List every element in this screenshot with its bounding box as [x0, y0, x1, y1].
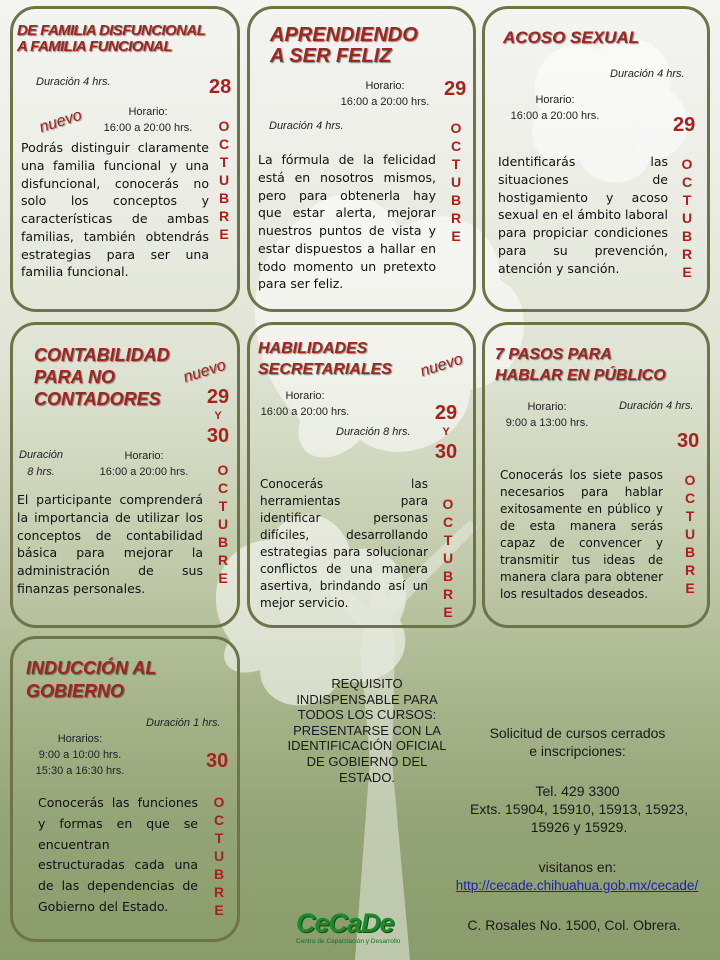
course-day: 30 — [206, 750, 229, 772]
course-month: OCTUBRE — [684, 472, 696, 597]
visit-label: visitanos en: — [538, 859, 617, 875]
course-month: OCTUBRE — [450, 120, 462, 245]
course-day: 29 — [444, 78, 467, 100]
course-card-induccion — [10, 636, 240, 942]
course-day: 30 — [677, 430, 700, 452]
course-duration: Duración 4 hrs. — [610, 68, 685, 80]
course-description: La fórmula de la felicidad está en nosotros mismos, pero para obtenerla hay que estar alerta, mejorar nuestros puntos de vista y estar dispuestos a hallar en todo momento un pretexto para ser feliz. — [258, 152, 436, 292]
course-description: Identificarás las situaciones de hostigamiento y acoso sexual en el ámbito laboral para propiciar condiciones para su prevención, atención y sanción. — [498, 154, 668, 276]
course-duration: Duración 4 hrs. — [36, 76, 111, 88]
course-card-hablar — [482, 322, 710, 628]
course-month: OCTUBRE — [681, 156, 693, 281]
course-duration: Duración 4 hrs. — [619, 400, 694, 412]
course-description: El participante comprenderá la importancia de utilizar los conceptos de contabilidad básica para mejorar la administración de sus finanzas personales. — [17, 492, 203, 596]
logo-subtitle: Centro de Capacitación y Desarrollo — [296, 938, 401, 945]
course-schedule: Horario: 16:00 a 20:00 hrs. — [510, 94, 600, 122]
course-description: Conocerás los siete pasos necesarios para hablar exitosamente en público y de esta manera serás capaz de convencer y transmitir tus ideas de manera clara para obtener los resultados deseados. — [500, 468, 663, 602]
course-duration: Duración 8 hrs. — [19, 449, 64, 479]
course-card-contabilidad — [10, 322, 240, 628]
course-title: CONTABILIDAD PARA NO CONTADORES — [34, 345, 170, 409]
course-duration: Duración 8 hrs. — [336, 426, 411, 438]
course-schedule: Horario: 16:00 a 20:00 hrs. — [99, 450, 189, 478]
course-title: 7 PASOS PARA HABLAR EN PÚBLICO — [495, 346, 666, 384]
website-link[interactable]: http://cecade.chihuahua.gob.mx/cecade/ — [455, 878, 699, 893]
course-days: 29 Y 30 — [206, 386, 230, 447]
new-badge: nuevo — [181, 356, 228, 387]
course-title: APRENDIENDO A SER FELIZ — [270, 24, 418, 67]
course-description: Conocerás las funciones y formas en que se encuentran estructuradas cada una de las dependencias de Gobierno del Estado. — [38, 795, 198, 914]
course-description: Conocerás las herramientas para identificar personas difíciles, desarrollando estrategias para solucionar conflictos de una manera asertiva, brindando así un mejor servicio. — [260, 477, 428, 611]
course-month: OCTUBRE — [218, 118, 230, 243]
course-month: OCTUBRE — [217, 462, 229, 587]
course-duration: Duración 4 hrs. — [269, 120, 344, 132]
contact-phone: Tel. 429 3300 — [535, 783, 620, 799]
course-days: 29 Y 30 — [434, 402, 458, 463]
new-badge: nuevo — [418, 350, 465, 381]
course-title: HABILIDADES SECRETARIALES — [258, 340, 392, 378]
course-month: OCTUBRE — [213, 794, 225, 919]
course-title: ACOSO SEXUAL — [503, 28, 640, 47]
course-title: DE FAMILIA DISFUNCIONAL A FAMILIA FUNCIONAL — [17, 22, 206, 55]
course-schedule: Horario: 16:00 a 20:00 hrs. — [340, 80, 430, 108]
course-duration: Duración 1 hrs. — [146, 717, 221, 729]
course-card-secretariales — [247, 322, 476, 628]
course-schedule: Horario: 16:00 a 20:00 hrs. — [260, 390, 350, 418]
course-day: 28 — [209, 76, 232, 98]
course-card-feliz — [247, 6, 476, 312]
course-description: Podrás distinguir claramente una familia funcional y una disfuncional, conocerás no solo los conceptos y características de ambas familias, también obtendrás estrategias para ser una familia funcional. — [21, 140, 209, 280]
logo-wordmark: CeCaDe — [296, 908, 394, 938]
course-schedule: Horario: 9:00 a 13:00 hrs. — [505, 401, 589, 429]
course-schedule: Horarios: 9:00 a 10:00 hrs. 15:30 a 16:30 hrs. — [35, 733, 125, 777]
contact-solicitud: Solicitud de cursos cerrados e inscripciones: — [489, 725, 666, 760]
cecade-logo — [296, 910, 400, 945]
contact-extensions: Exts. 15904, 15910, 15913, 15923, 15926 y 15929. — [470, 801, 688, 836]
course-day: 29 — [673, 114, 696, 136]
course-schedule: Horario: 16:00 a 20:00 hrs. — [103, 106, 193, 134]
course-card-familia — [10, 6, 240, 312]
new-badge: nuevo — [37, 106, 84, 137]
course-card-acoso — [482, 6, 710, 312]
course-title: INDUCCIÓN AL GOBIERNO — [26, 658, 157, 702]
requirement-notice: REQUISITO INDISPENSABLE PARA TODOS LOS CURSOS: PRESENTARSE CON LA IDENTIFICACIÓN OFICIAL DE GOBIERNO DEL ESTADO. — [287, 676, 447, 785]
course-month: OCTUBRE — [442, 496, 454, 621]
address: C. Rosales No. 1500, Col. Obrera. — [467, 917, 681, 933]
